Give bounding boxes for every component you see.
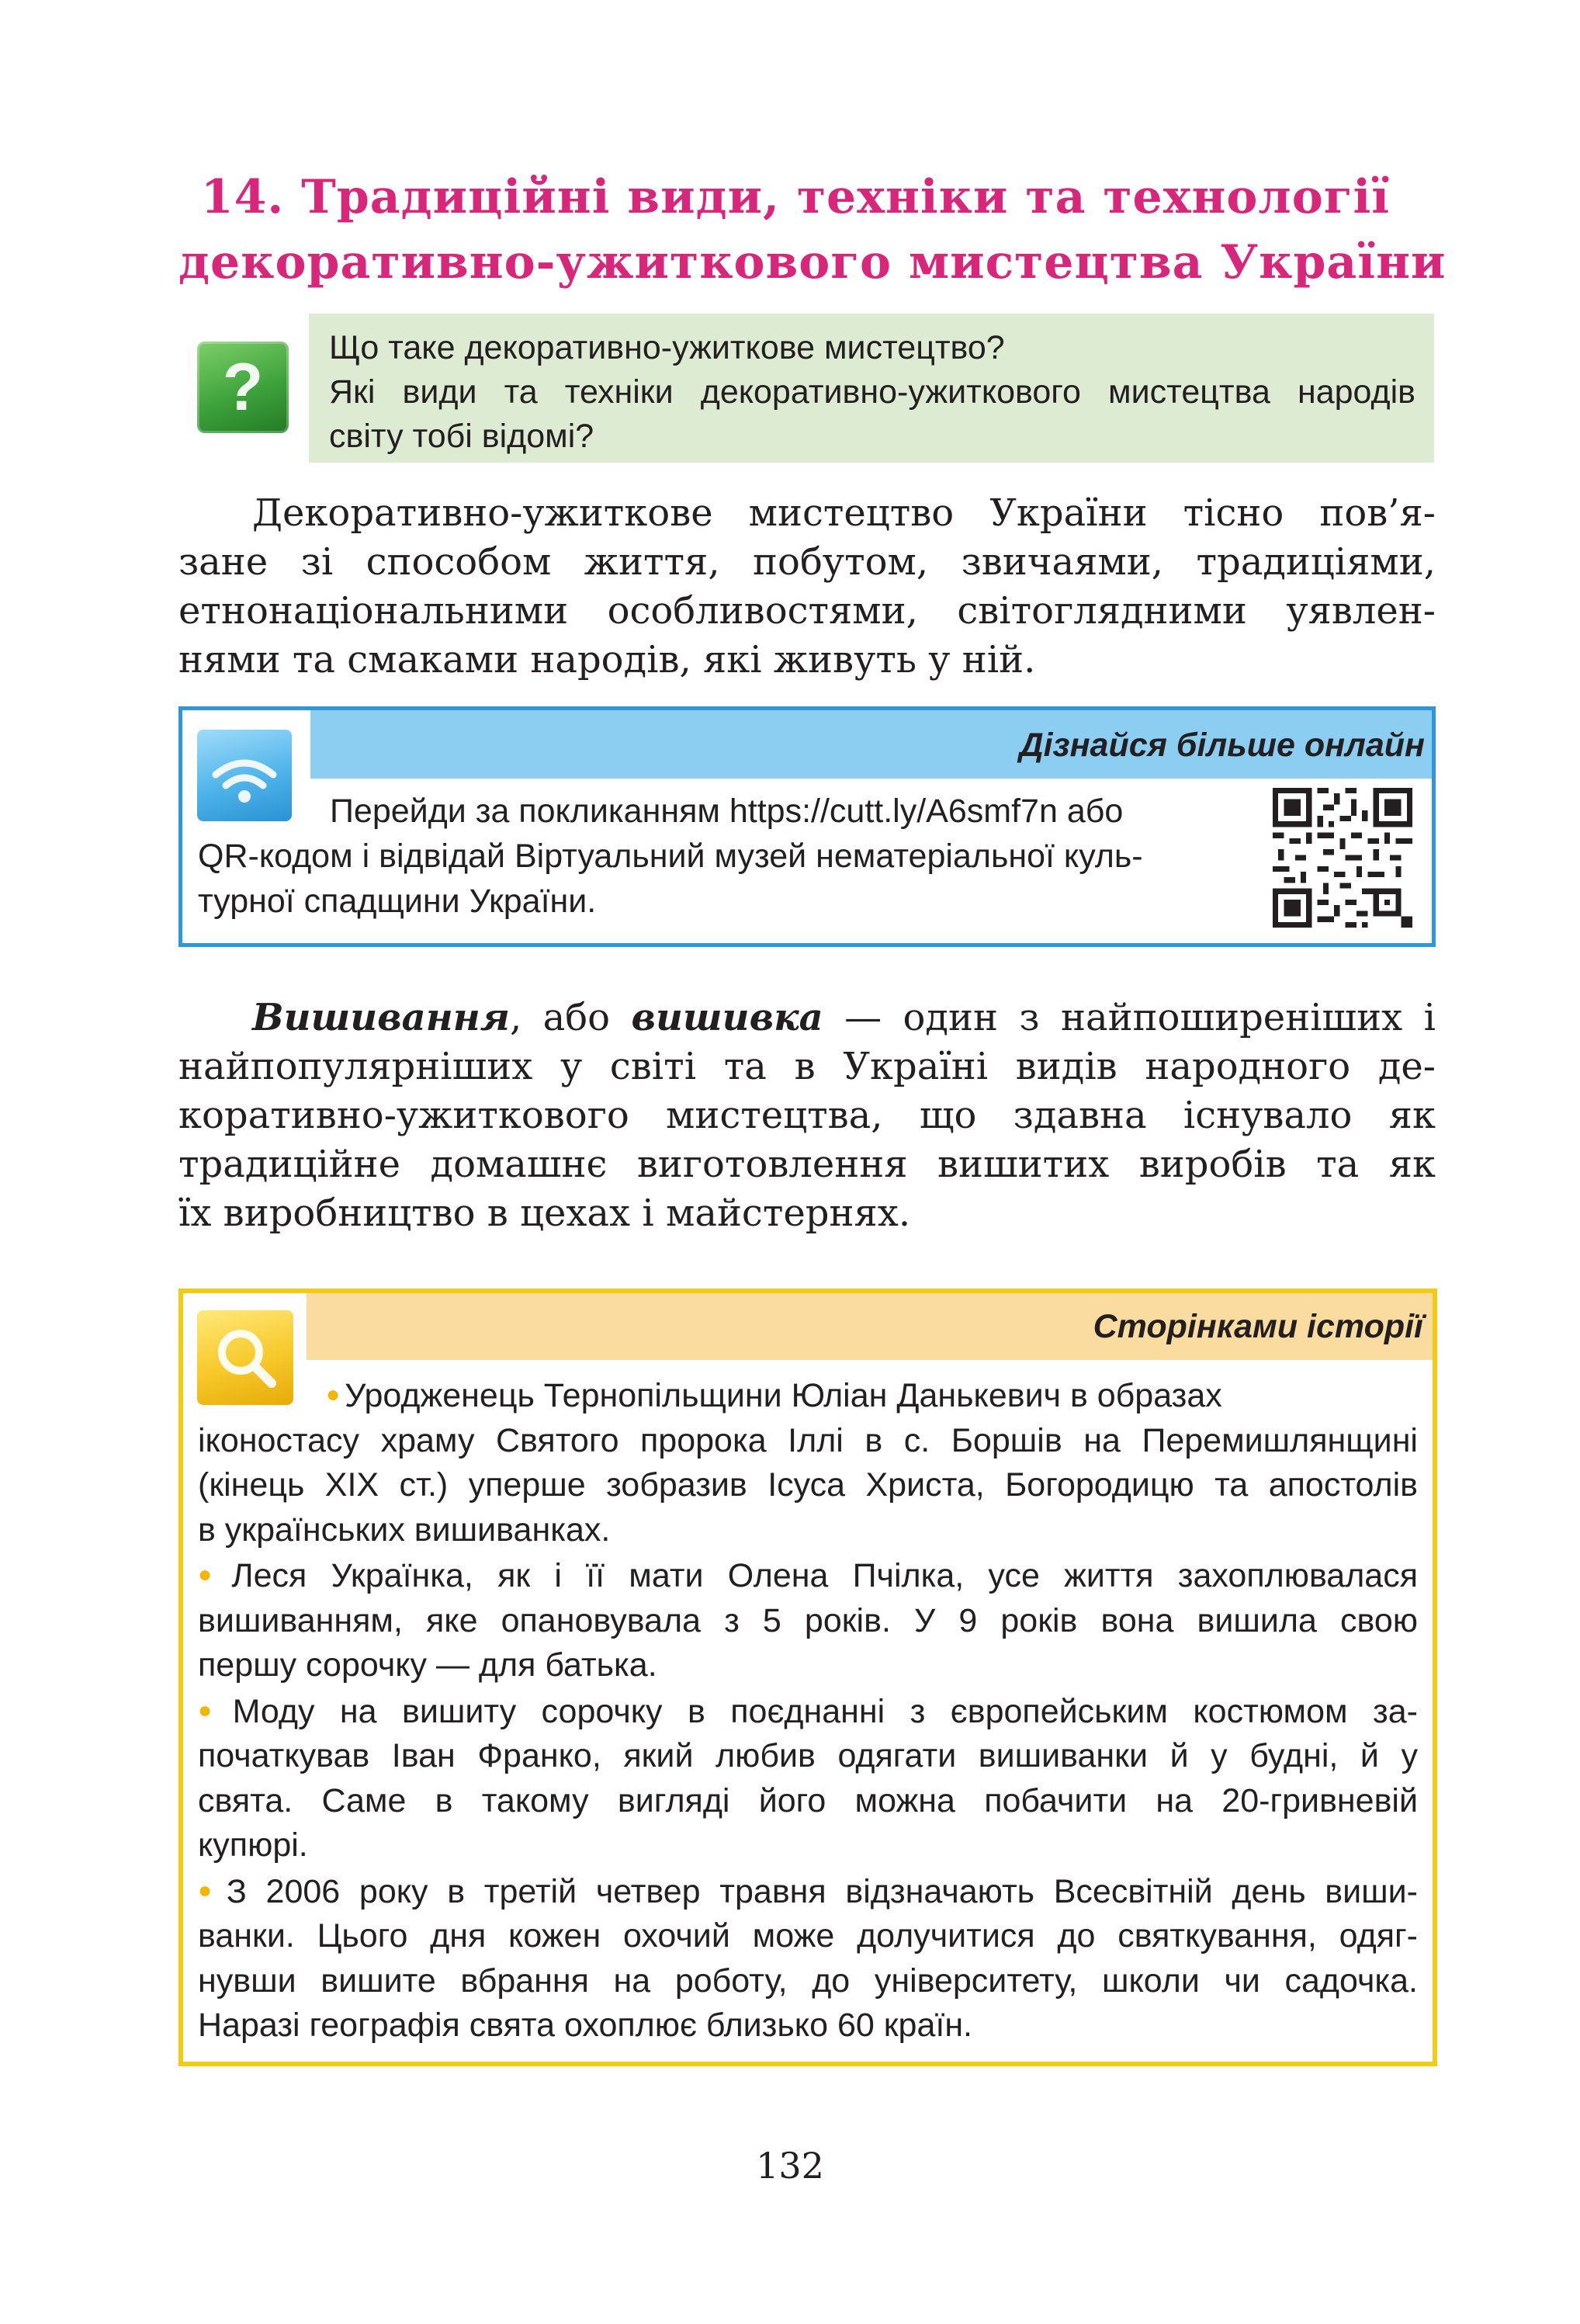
question-text — [329, 326, 1415, 459]
history-line: Наразі географія свята охоплює близько 60 країн. — [198, 2007, 973, 2044]
history-line: вишиванням, яке опановувала з 5 років. У 9 років вона вишила свою — [198, 1601, 1418, 1639]
paragraph-line: нями та смаками народів, які живуть у ній. — [178, 638, 1036, 682]
history-box-heading: Сторінками історії — [1093, 1308, 1423, 1345]
paragraph-line — [178, 994, 1436, 1042]
history-line — [198, 1688, 1418, 1735]
online-line: турної спадщини України. — [198, 883, 597, 920]
history-line-text: Уродженець Тернопільщини Юліан Данькевич в образах — [345, 1377, 1222, 1414]
bullet-icon: ● — [198, 1562, 227, 1587]
embroidery-paragraph — [178, 994, 1436, 1238]
paragraph-line: найпопулярніших у світі та в Україні видів народного де- — [178, 1045, 1436, 1088]
history-line: іконостасу храму Святого пророка Іллі в с. Боршів на Перемишлянщині — [198, 1421, 1418, 1459]
bullet-icon: ● — [198, 1877, 222, 1903]
paragraph-line: етнонаціональними особливостями, світоглядними уявлен- — [178, 589, 1436, 633]
history-line-text: Леся Українка, як і її мати Олена Пчілка, усе життя захоплювалася — [231, 1557, 1419, 1594]
question-icon — [197, 342, 289, 433]
history-line — [198, 1372, 1418, 1419]
history-text — [198, 1372, 1418, 2048]
online-box-heading: Дізнайся більше онлайн — [1019, 727, 1425, 764]
history-line: свята. Саме в такому вигляді його можна побачити на 20-гривневій — [198, 1781, 1418, 1819]
paragraph-line: зане зі способом життя, побутом, звичаями, традиціями, — [178, 540, 1436, 584]
page-number: 132 — [756, 2145, 824, 2187]
history-line-text: З 2006 року в третій четвер травня відзначають Всесвітній день виши- — [226, 1872, 1418, 1910]
history-line: купюрі. — [198, 1826, 308, 1864]
paragraph-line: традиційне домашнє виготовлення вишитих виробів та як — [178, 1143, 1436, 1186]
question-line: Що таке декоративно-ужиткове мистецтво? — [329, 329, 1005, 366]
paragraph-text: — один з найпоширеніших і — [823, 996, 1436, 1039]
chapter-title — [178, 165, 1447, 295]
history-line: першу сорочку — для батька. — [198, 1646, 657, 1684]
term-vyshyvannia: Вишивання — [252, 996, 510, 1039]
paragraph-line: їх виробництво в цехах і майстернях. — [178, 1191, 911, 1235]
question-line: світу тобі відомі? — [329, 418, 594, 455]
bullet-icon: ● — [198, 1697, 228, 1723]
bullet-icon: ● — [326, 1382, 341, 1407]
term-separator: , або — [509, 996, 632, 1039]
history-line: в українських вишиванках. — [198, 1511, 611, 1549]
history-line — [198, 1552, 1418, 1599]
online-text — [198, 789, 1253, 924]
term-vyshyvka: вишивка — [631, 996, 823, 1039]
online-line: QR-кодом і відвідай Віртуальний музей нематеріальної куль- — [198, 838, 1143, 875]
history-line: (кінець XIX ст.) уперше зобразив Ісуса Христа, Богородицю та апостолів — [198, 1466, 1418, 1504]
qr-code[interactable] — [1273, 788, 1412, 928]
paragraph-line: коративно-ужиткового мистецтва, що здавна існувало як — [178, 1094, 1436, 1137]
history-line: початкував Іван Франко, який любив одягати вишиванки й у будні, й у — [198, 1737, 1418, 1774]
intro-paragraph — [178, 489, 1436, 685]
svg-text:?: ? — [222, 350, 264, 425]
history-line — [198, 1868, 1418, 1915]
online-line: Перейди за покликанням https://cutt.ly/A6smf7n або — [330, 793, 1124, 830]
history-line: ванки. Цього дня кожен охочий може долучитися до святкування, одяг- — [198, 1917, 1418, 1955]
chapter-title-line: 14. Традиційні види, техніки та технології — [200, 170, 1391, 224]
history-line-text: Моду на вишиту сорочку в поєднанні з європейським костюмом за- — [232, 1692, 1418, 1730]
history-line: нувши вишите вбрання на роботу, до університету, школи чи садочка. — [198, 1962, 1418, 2000]
chapter-title-line: декоративно-ужиткового мистецтва України — [178, 235, 1447, 290]
question-line: Які види та техніки декоративно-ужиткового мистецтва народів — [329, 373, 1415, 411]
paragraph-line: Декоративно-ужиткове мистецтво України тісно пов’я- — [252, 491, 1436, 535]
